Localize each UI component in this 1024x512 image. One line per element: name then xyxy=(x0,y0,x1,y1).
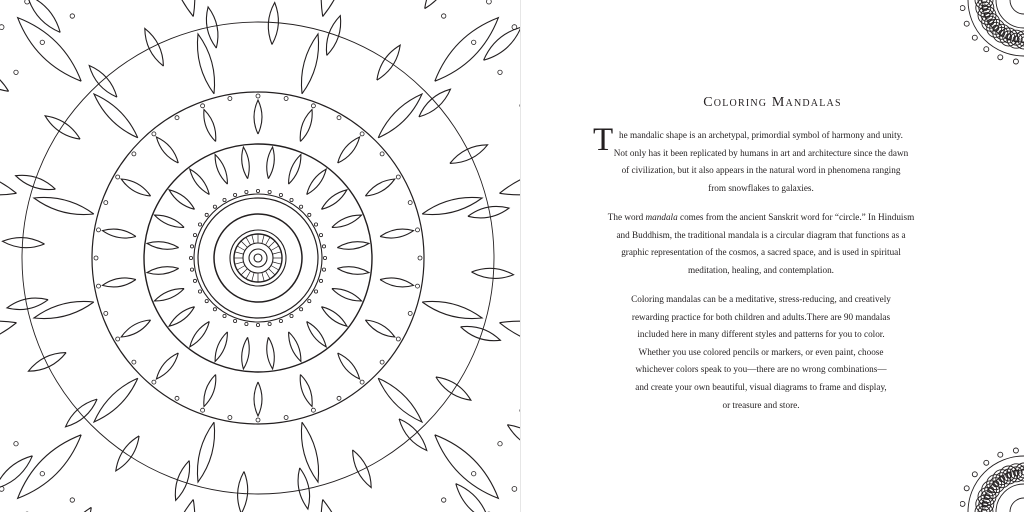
paragraph-line: Whether you use colored pencils or markers, or even paint, choose xyxy=(638,346,884,357)
text-run: The word xyxy=(607,212,646,222)
floral-corner-ornament-top xyxy=(960,0,1024,96)
paragraph-line: rewarding practice for both children and adults.There are 90 mandalas xyxy=(631,311,891,322)
paragraph-line: or treasure and store. xyxy=(722,399,800,410)
paragraph-line xyxy=(581,209,941,227)
page-title: Coloring Mandalas xyxy=(703,95,842,110)
text-page xyxy=(521,0,1024,512)
paragraph-line: graphic representation of the cosmos, a sacred space, and is used in spiritual xyxy=(621,247,901,258)
floral-corner-ornament-bottom xyxy=(960,416,1024,512)
paragraph-line: from snowflakes to galaxies. xyxy=(708,182,814,193)
paragraph-line: meditation, healing, and contemplation. xyxy=(688,264,834,275)
drop-cap: T xyxy=(593,122,614,158)
paragraph-intro xyxy=(581,127,941,197)
paragraph-line: Not only has it been replicated by humans in art and architecture since the dawn xyxy=(613,147,909,158)
paragraph-line: and create your own beautiful, visual diagrams to frame and display, xyxy=(635,381,887,392)
paragraph-line: whichever colors speak to you—there are no wrong combinations— xyxy=(635,364,887,375)
italic-term: mandala xyxy=(645,212,678,222)
paragraph-line: and Buddhism, the traditional mandala is a circular diagram that functions as a xyxy=(616,229,906,240)
paragraph-line: of civilization, but it also appears in the natural word in phenomena ranging xyxy=(621,165,901,176)
text-run: comes from the ancient Sanskrit word for “circle.” In Hinduism xyxy=(677,212,915,222)
paragraph-line: Coloring mandalas can be a meditative, stress-reducing, and creatively xyxy=(631,294,891,304)
paragraph-definition xyxy=(581,209,941,279)
paragraph-line: he mandalic shape is an archetypal, primordial symbol of harmony and unity. xyxy=(619,130,903,140)
paragraph-line: included here in many different styles and patterns for you to color. xyxy=(637,329,885,340)
paragraph-practice xyxy=(581,291,941,414)
